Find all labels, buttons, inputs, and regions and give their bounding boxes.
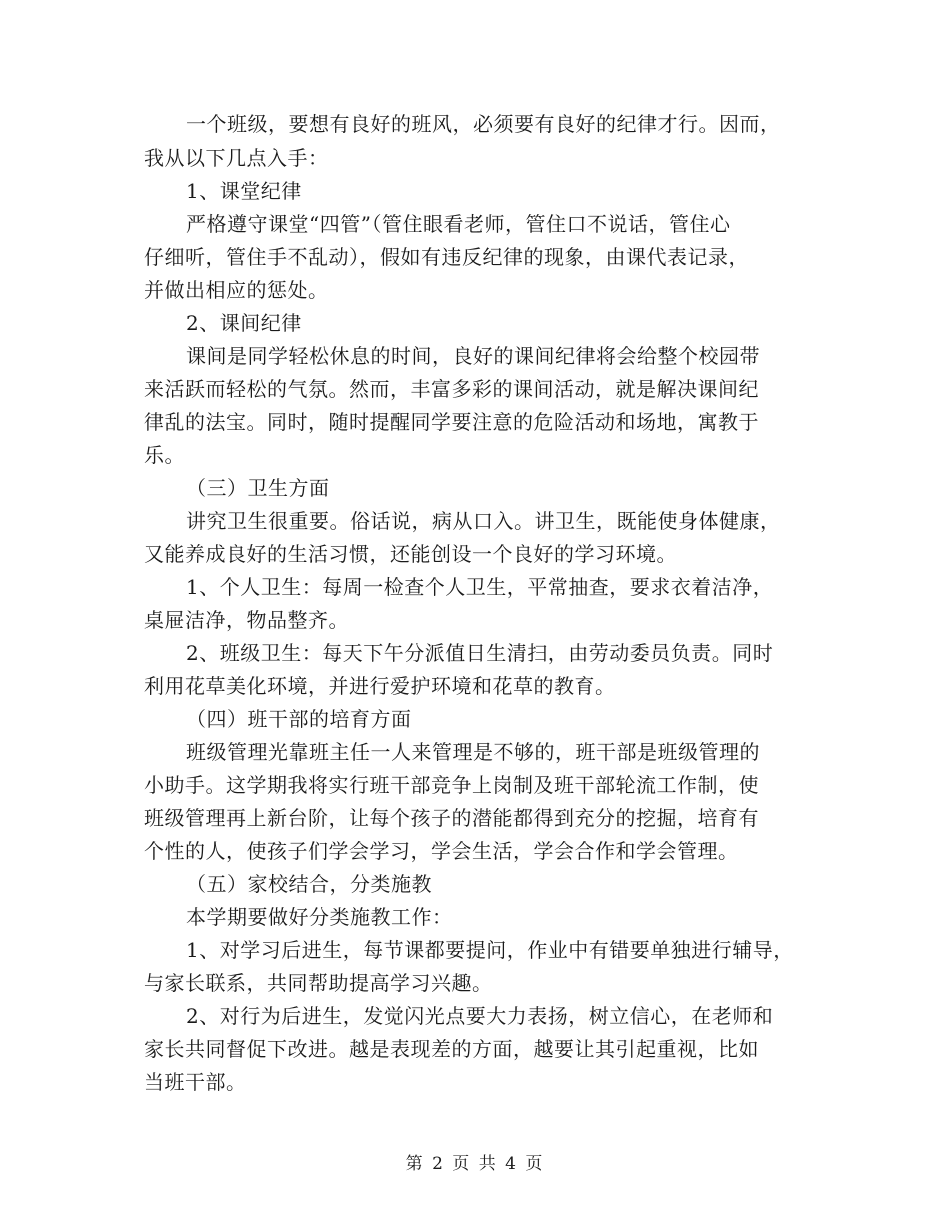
section-heading: 1、课堂纪律 bbox=[186, 179, 302, 203]
paragraph-line: 1、个人卫生：每周一检查个人卫生，平常抽查，要求衣着洁净， bbox=[186, 575, 774, 599]
paragraph-line: 并做出相应的惩处。 bbox=[144, 278, 329, 302]
section-heading: （五）家校结合，分类施教 bbox=[186, 872, 432, 896]
paragraph-line: 一个班级，要想有良好的班风，必须要有良好的纪律才行。因而， bbox=[186, 112, 781, 136]
paragraph-line: 班级管理光靠班主任一人来管理是不够的，班干部是班级管理的 bbox=[186, 740, 760, 764]
paragraph-line: 个性的人，使孩子们学会学习，学会生活，学会合作和学会管理。 bbox=[144, 839, 739, 863]
paragraph-line: 乐。 bbox=[144, 443, 185, 467]
paragraph-line: 来活跃而轻松的气氛。然而，丰富多彩的课间活动，就是解决课间纪 bbox=[144, 377, 759, 401]
paragraph-line: 律乱的法宝。同时，随时提醒同学要注意的危险活动和场地，寓教于 bbox=[144, 410, 759, 434]
section-heading: （三）卫生方面 bbox=[186, 476, 330, 500]
paragraph-line: 与家长联系，共同帮助提高学习兴趣。 bbox=[144, 971, 493, 995]
paragraph-line: 本学期要做好分类施教工作： bbox=[186, 905, 453, 929]
paragraph-line: 利用花草美化环境，并进行爱护环境和花草的教育。 bbox=[144, 674, 616, 698]
paragraph-line: 当班干部。 bbox=[144, 1070, 247, 1094]
paragraph-line: 家长共同督促下改进。越是表现差的方面，越要让其引起重视，比如 bbox=[144, 1037, 759, 1061]
paragraph-line: 讲究卫生很重要。俗话说，病从口入。讲卫生，既能使身体健康， bbox=[186, 509, 781, 533]
paragraph-line: 小助手。这学期我将实行班干部竞争上岗制及班干部轮流工作制，使 bbox=[144, 773, 759, 797]
paragraph-line: 2、班级卫生：每天下午分派值日生清扫，由劳动委员负责。同时 bbox=[186, 641, 774, 665]
paragraph-line: 1、对学习后进生，每节课都要提问，作业中有错要单独进行辅导， bbox=[186, 938, 794, 962]
paragraph-line: 2、对行为后进生，发觉闪光点要大力表扬，树立信心，在老师和 bbox=[186, 1004, 774, 1028]
paragraph-line: 课间是同学轻松休息的时间，良好的课间纪律将会给整个校园带 bbox=[186, 344, 760, 368]
paragraph-line: 桌屉洁净，物品整齐。 bbox=[144, 608, 349, 632]
paragraph-line: 我从以下几点入手： bbox=[144, 146, 329, 170]
section-heading: 2、课间纪律 bbox=[186, 311, 302, 335]
page-number-footer: 第 2 页 共 4 页 bbox=[405, 1154, 545, 1174]
paragraph-line: 仔细听，管住手不乱动），假如有违反纪律的现象，由课代表记录， bbox=[144, 245, 749, 269]
paragraph-line: 又能养成良好的生活习惯，还能创设一个良好的学习环境。 bbox=[144, 542, 677, 566]
paragraph-line: 班级管理再上新台阶，让每个孩子的潜能都得到充分的挖掘，培育有 bbox=[144, 806, 759, 830]
paragraph-line: 严格遵守课堂“四管”（管住眼看老师，管住口不说话，管住心 bbox=[186, 212, 731, 236]
section-heading: （四）班干部的培育方面 bbox=[186, 707, 412, 731]
